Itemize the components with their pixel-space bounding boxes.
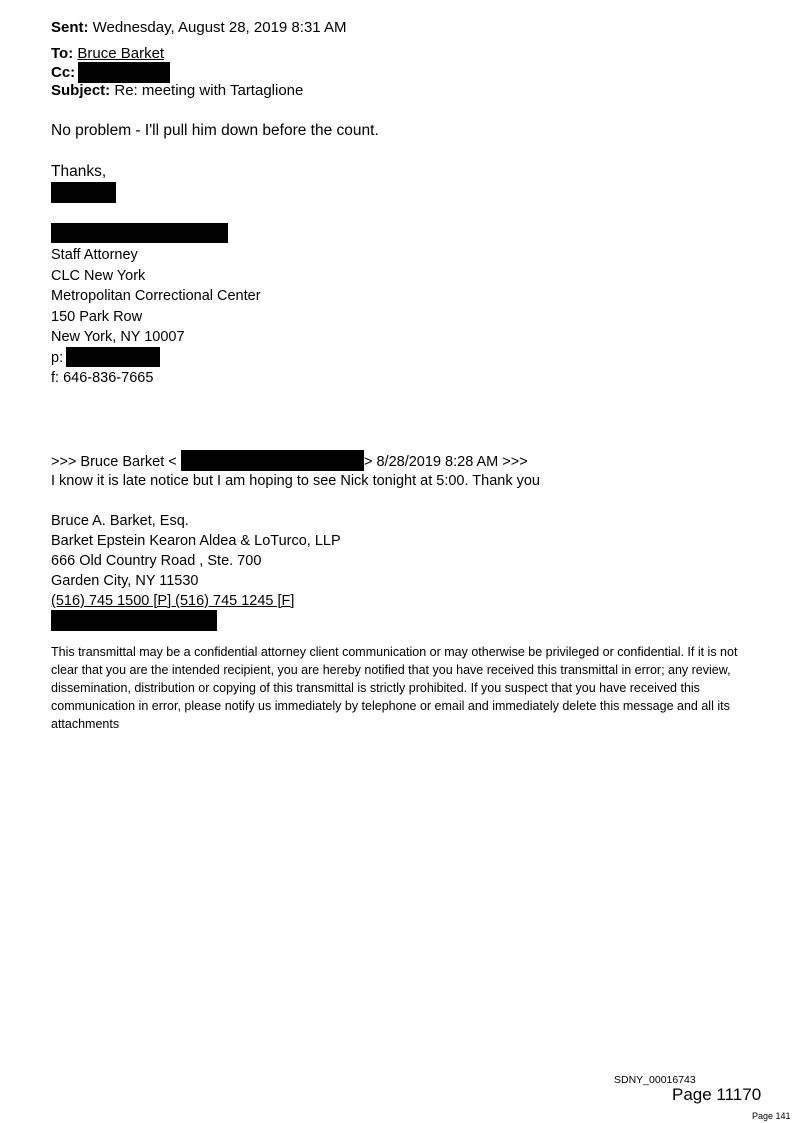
bates-number: SDNY_00016743 [614, 1074, 696, 1086]
quoted-sig-name: Bruce A. Barket, Esq. [51, 513, 189, 529]
signature-city: New York, NY 10007 [51, 329, 185, 345]
cc-line [51, 64, 75, 82]
subject-line [51, 82, 303, 100]
sent-value: Wednesday, August 28, 2019 8:31 AM [92, 19, 347, 36]
signature-street: 150 Park Row [51, 308, 143, 325]
signature-facility: Metropolitan Correctional Center [51, 288, 261, 304]
quoted-sig-phones: (516) 745 1500 [P] (516) 745 1245 [F] [51, 593, 295, 609]
message-closing: Thanks, [51, 163, 107, 180]
signature-title: Staff Attorney [51, 247, 138, 263]
signature-org: CLC New York [51, 267, 146, 284]
sent-label: Sent: [51, 19, 89, 36]
subject-value: Re: meeting with Tartaglione [114, 82, 304, 99]
subject-label: Subject: [51, 82, 111, 99]
quoted-intro-prefix: >>> Bruce Barket < [51, 454, 177, 470]
quoted-intro-suffix: > 8/28/2019 8:28 AM >>> [364, 454, 528, 470]
message-body: No problem - I'll pull him down before the count. [51, 122, 379, 139]
quoted-signature [51, 511, 341, 611]
sent-line-truncated [51, 19, 347, 37]
corner-page-number: Page 141 [752, 1111, 791, 1121]
sender-email-redaction [51, 223, 228, 243]
phone-redaction [66, 347, 160, 367]
to-label: To: [51, 45, 74, 62]
confidentiality-disclaimer: This transmittal may be a confidential attorney client communication or may otherwise be privileged or confidential. If it is not clear that you are the intended recipient, you are hereby notified that you have received this transmittal in error; any review, dissemination, distribution or copying of this transmittal is strictly prohibited. If you suspect that you have received this communication in error, please notify us immediately by telephone or email and immediately delete this message and all its attachments [51, 645, 738, 731]
cc-label: Cc: [51, 64, 76, 81]
to-value: Bruce Barket [77, 45, 165, 62]
cc-redaction [78, 62, 170, 83]
quoted-sig-firm: Barket Epstein Kearon Aldea & LoTurco, LLP [51, 533, 341, 549]
signature-fax: f: 646-836-7665 [51, 370, 154, 386]
quoted-sig-city: Garden City, NY 11530 [51, 573, 199, 589]
quoted-sig-street: 666 Old Country Road , Ste. 700 [51, 553, 262, 569]
quoted-email-redaction [181, 450, 364, 471]
to-line [51, 45, 164, 63]
sender-name-redaction [51, 182, 116, 203]
quoted-body: I know it is late notice but I am hoping to see Nick tonight at 5:00. Thank you [51, 473, 540, 489]
page-number: Page 11170 [672, 1085, 762, 1104]
phone-label: p: [51, 349, 64, 366]
quoted-link-redaction [51, 610, 217, 631]
